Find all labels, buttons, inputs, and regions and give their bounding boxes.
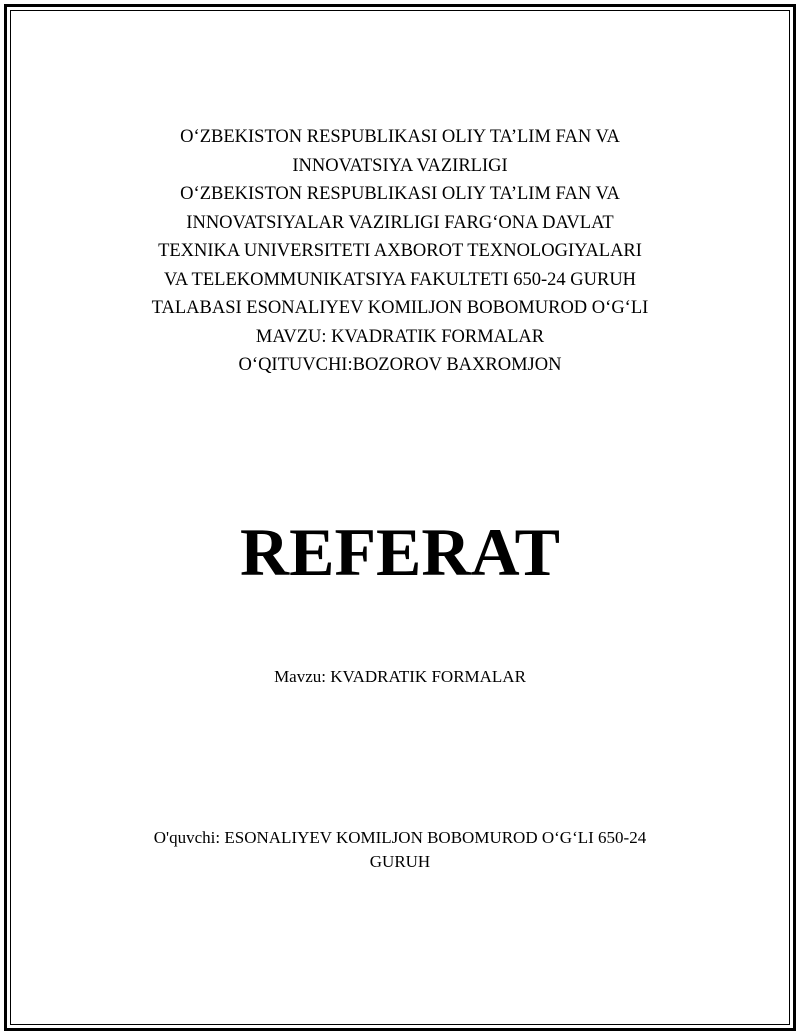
header-line: TALABASI ESONALIYEV KOMILJON BOBOMUROD O‘G‘LI (151, 298, 649, 318)
student-line: GURUH (369, 852, 431, 871)
header-line: O‘ZBEKISTON RESPUBLIKASI OLIY TA’LIM FAN VA (180, 127, 620, 147)
header-line: O‘ZBEKISTON RESPUBLIKASI OLIY TA’LIM FAN VA (180, 184, 620, 204)
institution-header (100, 123, 700, 380)
header-line: INNOVATSIYALAR VAZIRLIGI FARG‘ONA DAVLAT (186, 212, 614, 233)
topic-line: Mavzu: KVADRATIK FORMALAR (274, 667, 526, 686)
document-title: REFERAT (240, 514, 560, 590)
header-line: TEXNIKA UNIVERSITETI AXBOROT TEXNOLOGIYALARI (158, 241, 642, 261)
student-line: O'quvchi: ESONALIYEV KOMILJON BOBOMUROD O‘G‘LI 650-24 (153, 828, 647, 847)
header-line: MAVZU: KVADRATIK FORMALAR (255, 326, 545, 347)
student-info (100, 826, 700, 874)
header-line: INNOVATSIYA VAZIRLIGI (292, 155, 508, 176)
header-line: O‘QITUVCHI:BOZOROV BAXROMJON (238, 355, 562, 375)
header-line: VA TELEKOMMUNIKATSIYA FAKULTETI 650-24 GURUH (163, 269, 637, 290)
